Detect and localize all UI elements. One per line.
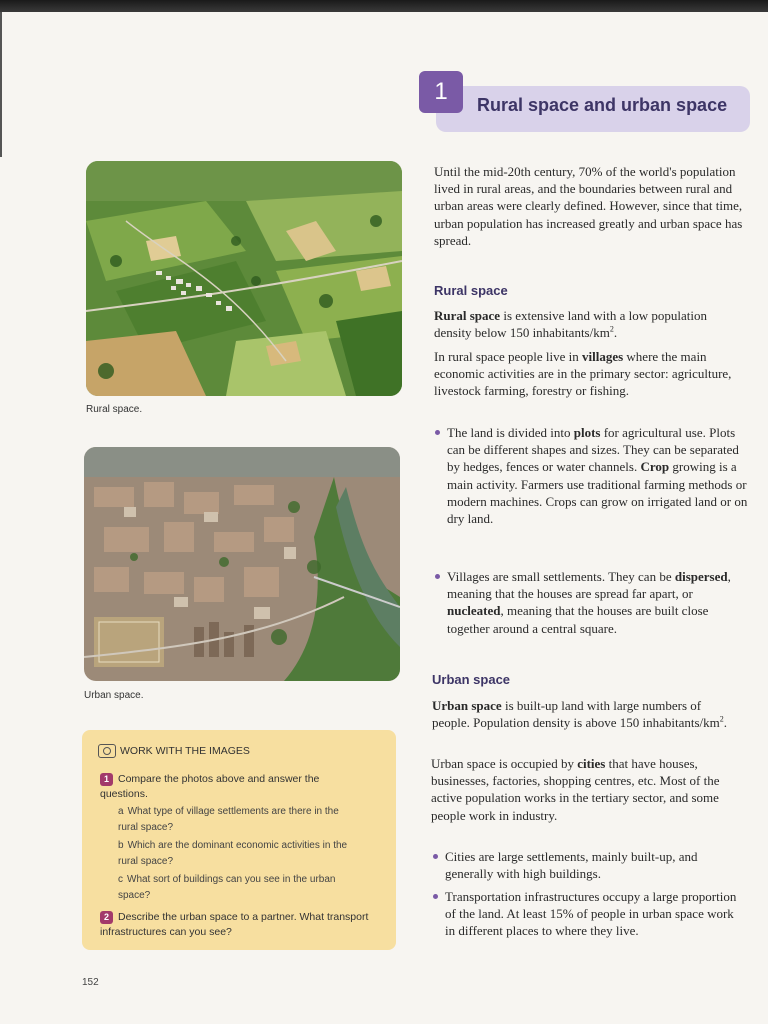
rural-p2-a: In rural space people live in (434, 349, 582, 364)
subquestion-letter: a (118, 806, 124, 817)
urban-def-end: . (723, 715, 728, 731)
urban-landscape-illustration (84, 447, 400, 681)
rural-definition (434, 307, 746, 341)
urban-photo-caption: Urban space. (84, 690, 144, 701)
urban-bullet-transport (445, 888, 747, 940)
intro-paragraph: Until the mid-20th century, 70% of the world's population lived in rural areas, and the boundaries between rural and urban areas were clearly defined. However, since that time, urban population has increased greatly and urban space has spread. (434, 164, 743, 248)
rural-def-end: . (613, 325, 618, 341)
rural-term: Rural space (434, 308, 501, 323)
rural-def-sup: 2 (609, 324, 614, 334)
rural-space-heading: Rural space (434, 283, 508, 298)
crop-term: Crop (640, 459, 670, 475)
rural-photo-caption: Rural space. (86, 404, 143, 415)
page-title: Rural space and urban space (477, 95, 728, 115)
urban-p2-a: Urban space is occupied by (431, 756, 578, 771)
section-number: 1 (419, 71, 463, 113)
rural-bullet-plots (447, 424, 749, 527)
rural-b1-b: for agricultural use. Plots can be different shapes and sizes. They can be separated by hedges, fences or water channels. (447, 425, 739, 475)
subquestion-a (118, 804, 358, 836)
subquestion-letter: c (118, 874, 123, 885)
urban-space-photo (84, 447, 400, 681)
subquestion-text: What sort of buildings can you see in the urban space? (118, 874, 336, 901)
nucleated-term: nucleated (447, 603, 501, 619)
urban-bullet-cities (445, 848, 745, 882)
villages-term: villages (582, 349, 624, 364)
workbox-header (98, 744, 250, 758)
urban-definition (432, 697, 742, 731)
rural-b1-a: The land is divided into (447, 425, 574, 440)
urban-def-text: is built-up land with large numbers of people. Population density is above 150 inhabitants/km (432, 698, 720, 731)
bullet-dot (435, 430, 440, 435)
scan-top-edge (0, 0, 768, 12)
urban-def-sup: 2 (719, 714, 724, 724)
urban-paragraph-2 (431, 755, 747, 824)
rural-p2-b: where the main economic activities are in the primary sector: agriculture, livestock farming, forestry or fishing. (434, 349, 732, 399)
subquestion-b (118, 838, 358, 870)
subquestion-text: Which are the dominant economic activities in the rural space? (118, 840, 348, 867)
question-1-number: 1 (100, 773, 113, 786)
page-number: 152 (82, 977, 99, 988)
bullet-dot (435, 574, 440, 579)
question-1 (100, 772, 370, 802)
plots-term: plots (573, 425, 601, 440)
subquestion-letter: b (118, 840, 124, 851)
cities-term: cities (577, 756, 606, 771)
urban-p2-b: that have houses, businesses, factories, shopping centres, etc. Most of the active population works in the tertiary sector, and some people work in industry. (431, 756, 720, 823)
subquestion-c (118, 872, 358, 904)
urban-term: Urban space (432, 698, 502, 713)
rural-bullet-villages (447, 568, 737, 637)
eye-icon (98, 744, 116, 758)
question-1-text: Compare the photos above and answer the questions. (100, 773, 320, 800)
rural-def-text: is extensive land with a low population density below 150 inhabitants/km (434, 308, 707, 341)
rural-b2-b: , meaning that the houses are spread far apart, or (447, 569, 731, 602)
work-with-images-box (82, 730, 396, 950)
bullet-dot (433, 854, 438, 859)
rural-space-photo (86, 161, 402, 396)
rural-b1-c: growing is a main activity. Farmers use traditional farming methods or modern machines. Crops can grow on irrigated land or on dry land. (447, 459, 748, 527)
rural-paragraph-2 (434, 348, 748, 400)
workbox-title: WORK WITH THE IMAGES (120, 745, 250, 757)
rural-landscape-illustration (86, 161, 402, 396)
dispersed-term: dispersed (674, 569, 728, 584)
urban-b1: Cities are large settlements, mainly built-up, and generally with high buildings. (445, 849, 698, 882)
urban-space-heading: Urban space (432, 672, 511, 687)
subquestion-text: What type of village settlements are there in the rural space? (118, 806, 339, 833)
urban-b2: Transportation infrastructures occupy a large proportion of the land. At least 15% of people in urban space work in different places to where they live. (445, 889, 737, 939)
question-2-text: Describe the urban space to a partner. What transport infrastructures can you see? (100, 911, 369, 938)
scan-left-edge (0, 12, 2, 157)
rural-b2-c: , meaning that the houses are built close together around a central square. (447, 603, 709, 636)
question-2-number: 2 (100, 911, 113, 924)
bullet-dot (433, 894, 438, 899)
question-2 (100, 910, 380, 940)
rural-b2-a: Villages are small settlements. They can be (447, 569, 675, 584)
